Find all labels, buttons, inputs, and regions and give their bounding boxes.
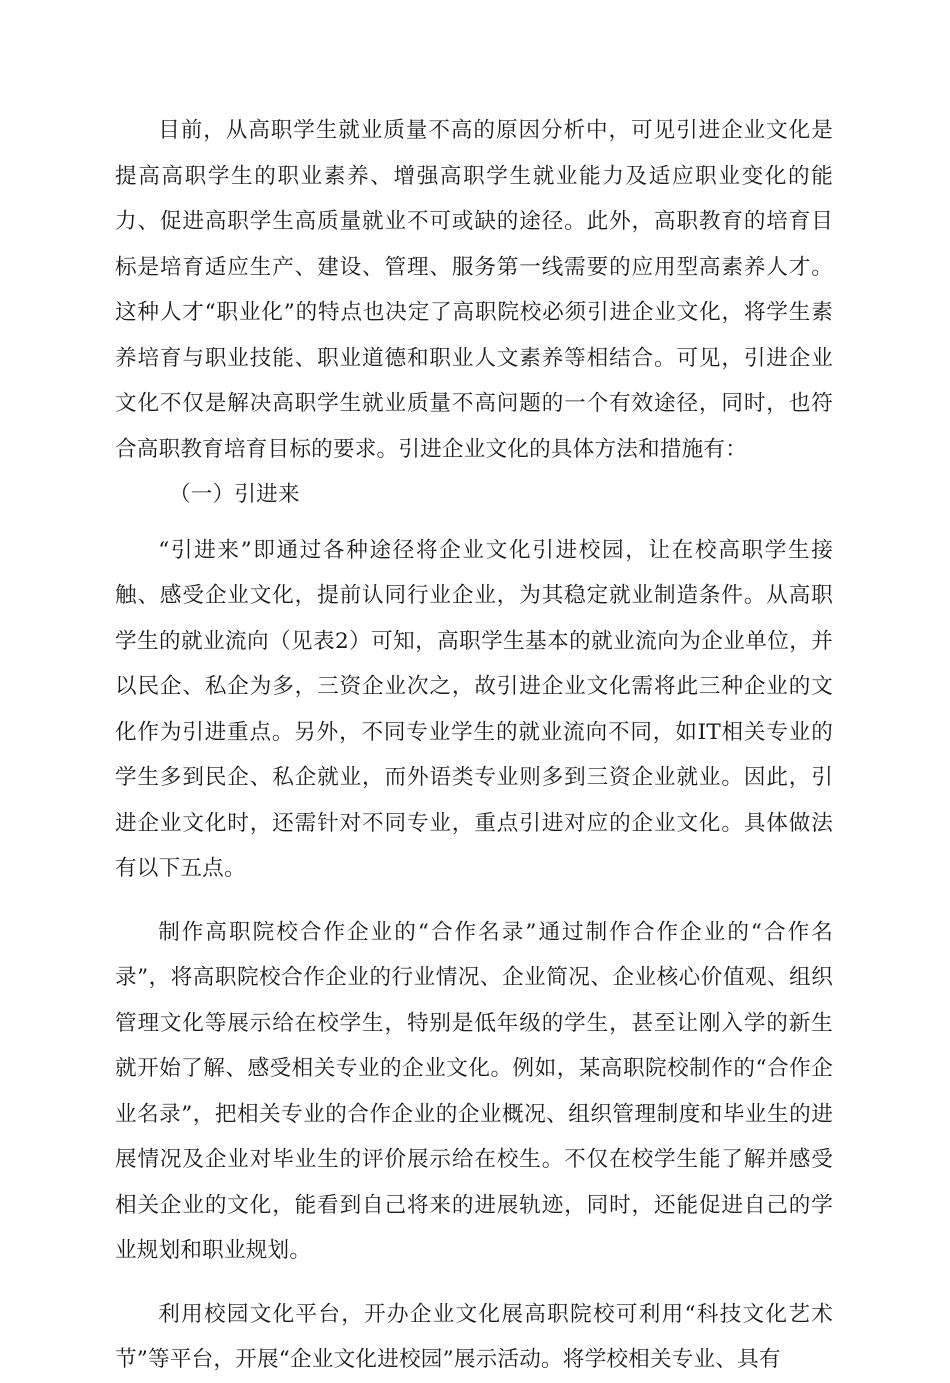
section-heading: （一）引进来 bbox=[169, 482, 300, 507]
paragraph-intro: 目前，从高职学生就业质量不高的原因分析中，可见引进企业文化是提高高职学生的职业素养、增强高职学生就业能力及适应职业变化的能力、促进高职学生高质量就业不可或缺的途径。此外，高职教育的培育目标是培育适应生产、建设、管理、服务第一线需要的应用型高素养人才。这种人才“职业化”的特点也决定了高职院校必须引进企业文化，将学生素养培育与职业技能、职业道德和职业人文素养等相结合。可见，引进企业文化不仅是解决高职学生就业质量不高问题的一个有效途径，同时，也符合高职教育培育目标的要求。引进企业文化的具体方法和措施有： bbox=[115, 118, 833, 462]
paragraph-xiaoyuan-wenhua: 利用校园文化平台，开办企业文化展高职院校可利用“科技文化艺术节”等平台，开展“企业文化进校园”展示活动。将学校相关专业、具有 bbox=[115, 1301, 833, 1372]
paragraph-yinjinlai: “引进来”即通过各种途径将企业文化引进校园，让在校高职学生接触、感受企业文化，提前认同行业企业，为其稳定就业制造条件。从高职学生的就业流向（见表2）可知，高职学生基本的就业流向为企业单位，并以民企、私企为多，三资企业次之，故引进企业文化需将此三种企业的文化作为引进重点。另外，不同专业学生的就业流向不同，如IT相关专业的学生多到民企、私企就业，而外语类专业则多到三资企业就业。因此，引进企业文化时，还需针对不同专业，重点引进对应的企业文化。具体做法有以下五点。 bbox=[115, 537, 833, 881]
paragraph-hezuo-minglu: 制作高职院校合作企业的“合作名录”通过制作合作企业的“合作名录”，将高职院校合作企业的行业情况、企业简况、企业核心价值观、组织管理文化等展示给在校学生，特别是低年级的学生，甚至让刚入学的新生就开始了解、感受相关专业的企业文化。例如，某高职院校制作的“合作企业名录”，把相关专业的合作企业的企业概况、组织管理制度和毕业生的进展情况及企业对毕业生的评价展示给在校生。不仅在校学生能了解并感受相关企业的文化，能看到自己将来的进展轨迹，同时，还能促进自己的学业规划和职业规划。 bbox=[115, 919, 833, 1263]
document-page bbox=[115, 108, 833, 1383]
